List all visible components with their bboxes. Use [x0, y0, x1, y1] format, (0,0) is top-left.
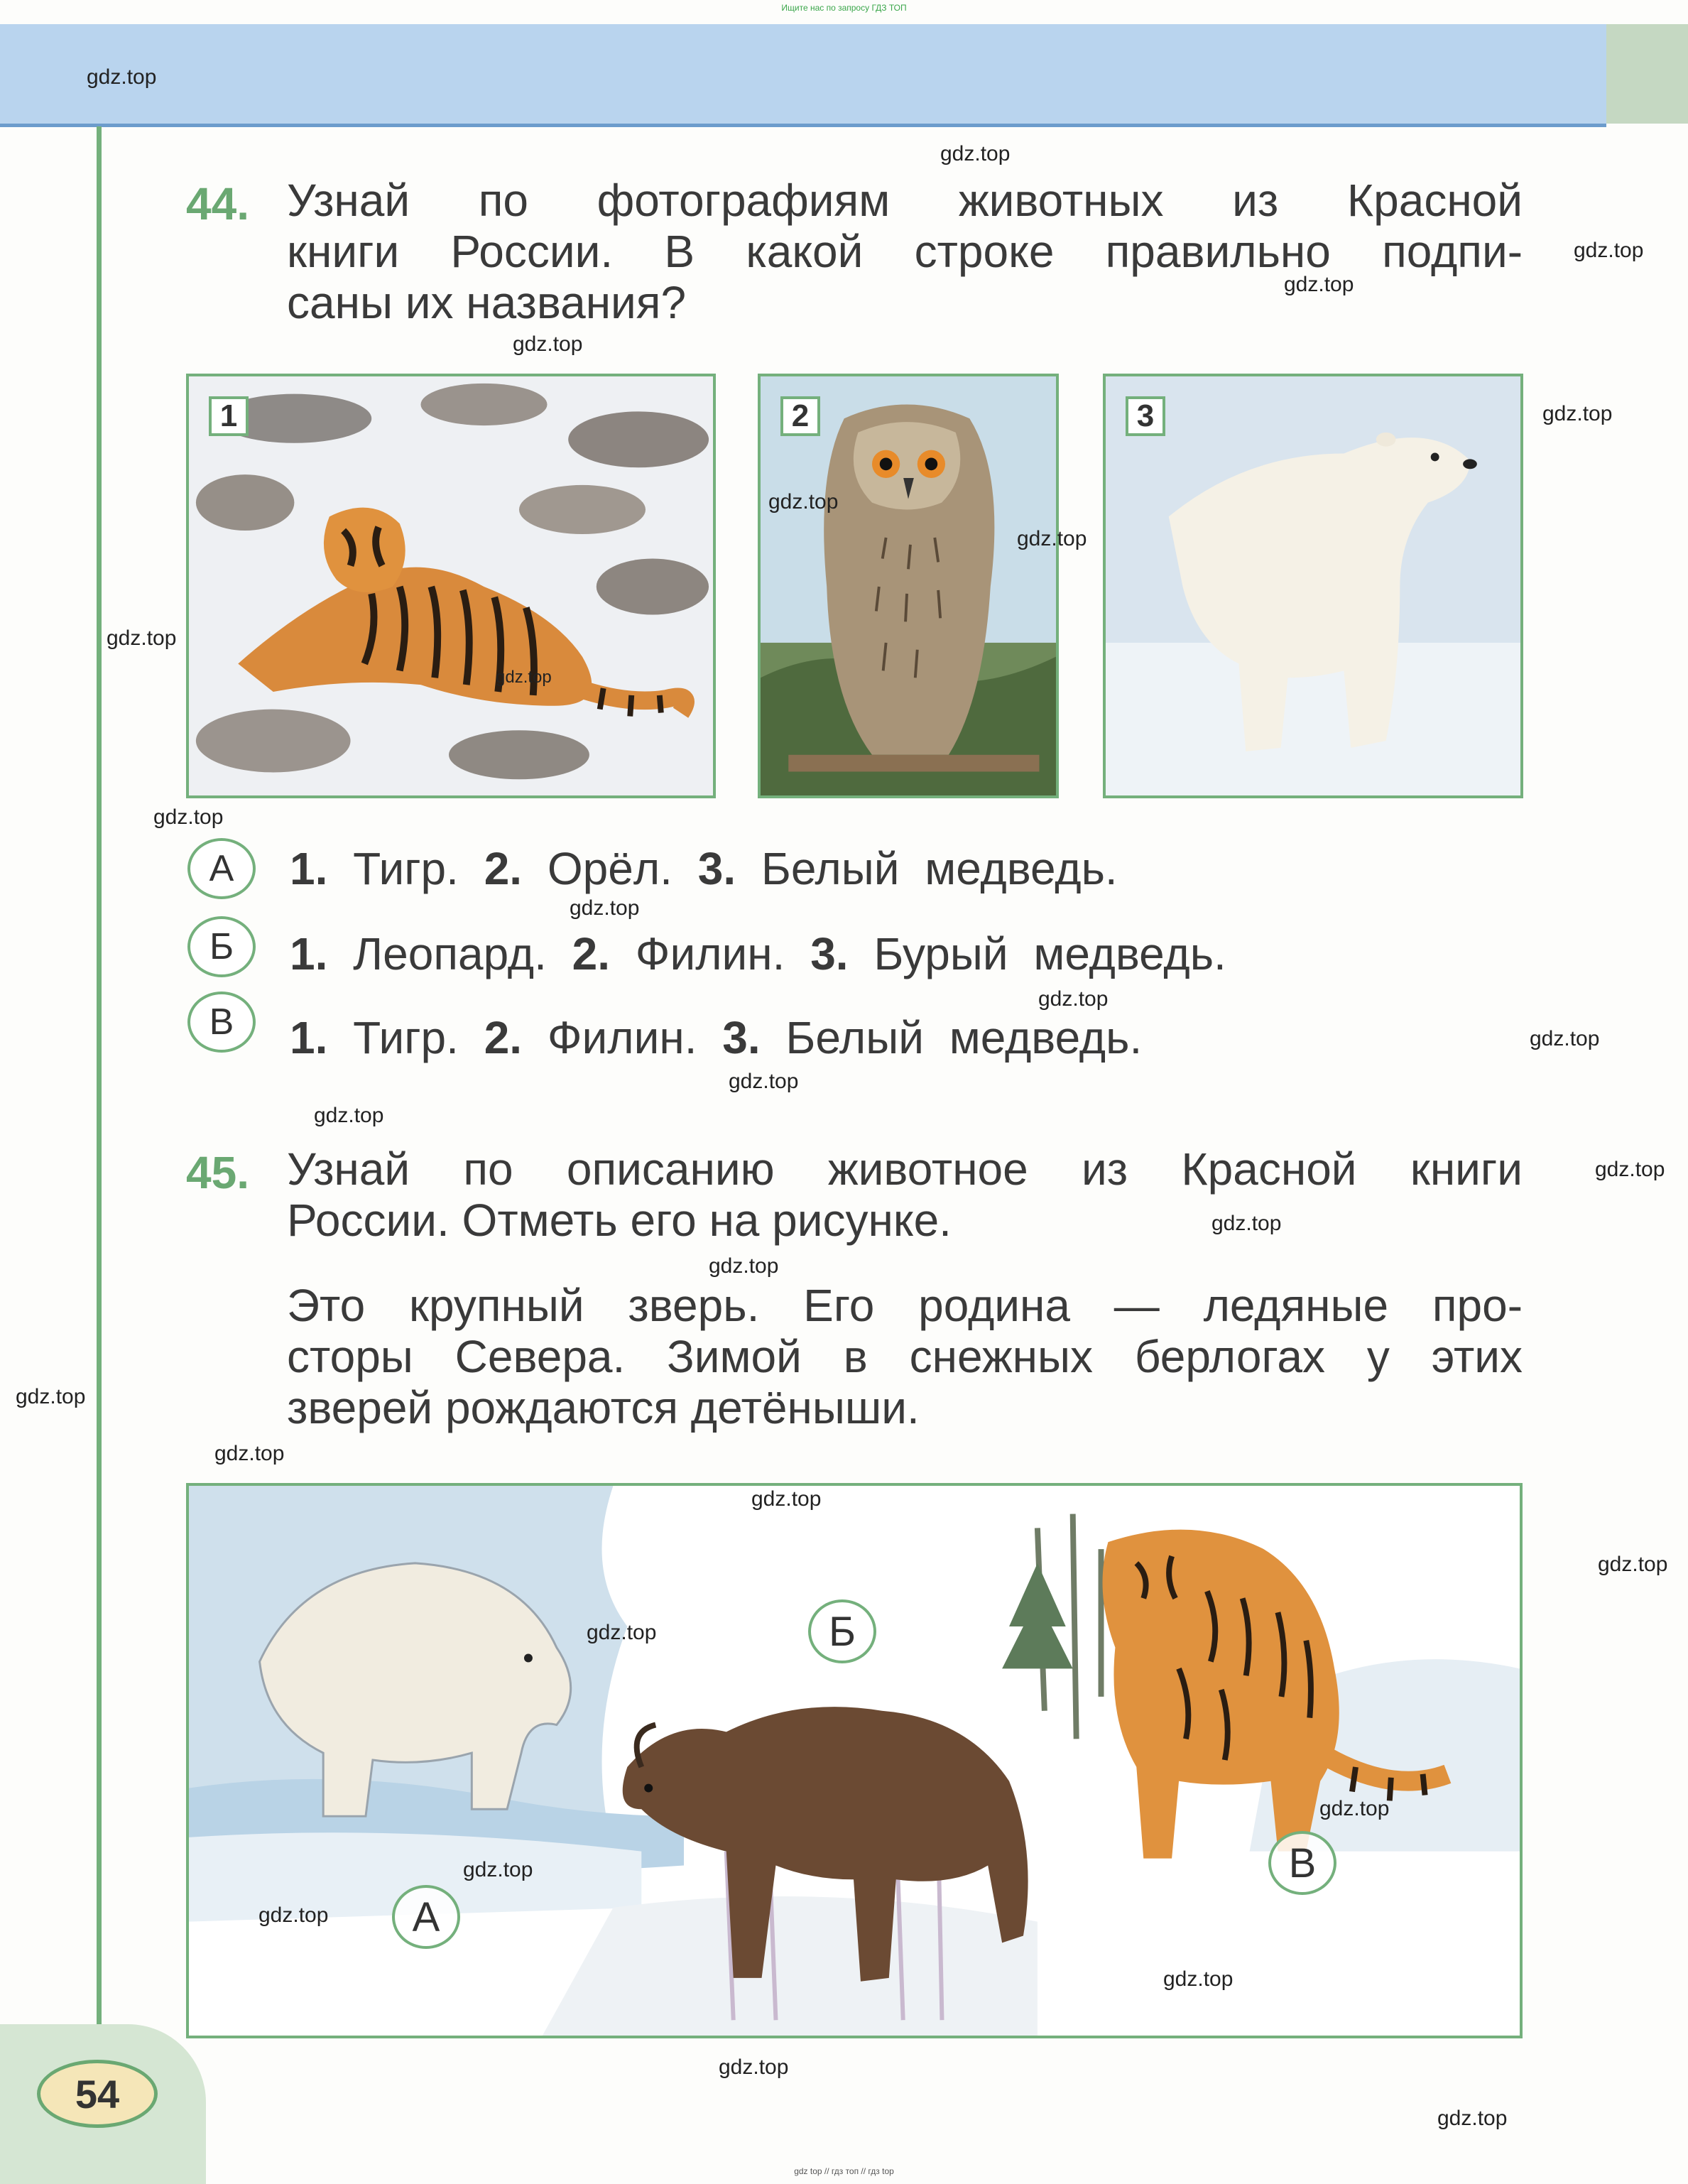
- option-b-circle[interactable]: Б: [187, 916, 256, 977]
- watermark: gdz.top: [214, 1442, 285, 1465]
- option-answer: Бурый медведь.: [873, 928, 1226, 979]
- photo-badge-1: 1: [209, 396, 249, 436]
- scene-label-v[interactable]: В: [1268, 1831, 1336, 1895]
- option-a-text: [290, 842, 1118, 895]
- bottom-note: gdz top // гдз топ // гдз top: [794, 2166, 894, 2176]
- scene-label-a[interactable]: А: [392, 1885, 460, 1949]
- option-answer: Филин.: [635, 928, 785, 979]
- watermark: gdz.top: [709, 1254, 779, 1278]
- photo-polar-bear: [1103, 374, 1523, 798]
- watermark: gdz.top: [16, 1385, 86, 1408]
- watermark: gdz.top: [1017, 527, 1087, 550]
- watermark: gdz.top: [107, 626, 177, 650]
- photo-badge-3: 3: [1126, 396, 1165, 436]
- option-num: 1.: [290, 928, 328, 979]
- q44-line: Узнай по фотографиям животных из Красной: [287, 175, 1523, 226]
- option-a-circle[interactable]: А: [187, 838, 256, 899]
- watermark: gdz.top: [1163, 1967, 1234, 1991]
- option-answer: Тигр.: [353, 1012, 459, 1063]
- watermark: gdz.top: [940, 142, 1011, 165]
- watermark: gdz.top: [496, 668, 552, 687]
- watermark: gdz.top: [153, 805, 224, 829]
- option-answer: Леопард.: [353, 928, 547, 979]
- option-b-text: [290, 928, 1226, 980]
- option-num: 3.: [697, 843, 736, 894]
- q45-line: Узнай по описанию животное из Красной книги: [287, 1143, 1523, 1195]
- margin-line: [97, 126, 102, 2058]
- animals-illustration: [186, 1483, 1523, 2038]
- q45-description: [287, 1280, 1523, 1433]
- header-band: [0, 24, 1606, 127]
- q45-desc-line: сторы Севера. Зимой в снежных берлогах у этих: [287, 1331, 1523, 1382]
- watermark: gdz.top: [314, 1104, 384, 1127]
- q45-desc-line: Это крупный зверь. Его родина — ледяные про-: [287, 1280, 1523, 1331]
- watermark: gdz.top: [1319, 1797, 1390, 1820]
- watermark: gdz.top: [751, 1487, 822, 1511]
- scene-label-b[interactable]: Б: [808, 1599, 876, 1663]
- watermark: gdz.top: [729, 1070, 799, 1093]
- q44-text: [287, 175, 1523, 328]
- q45-line: России. Отметь его на рисунке.: [287, 1195, 952, 1246]
- watermark: gdz.top: [1437, 2107, 1508, 2130]
- option-num: 1.: [290, 843, 328, 894]
- q44-line: саны их названия?: [287, 277, 687, 328]
- photo-owl: [758, 374, 1059, 798]
- watermark: gdz.top: [1038, 987, 1109, 1011]
- q45-number: 45.: [186, 1147, 249, 1198]
- watermark: gdz.top: [513, 332, 583, 356]
- watermark: gdz.top: [719, 2055, 789, 2079]
- watermark: gdz.top: [87, 65, 157, 89]
- q44-line: книги России. В какой строке правильно подпи-: [287, 226, 1523, 277]
- watermark: gdz.top: [1284, 273, 1354, 296]
- option-v-text: [290, 1011, 1142, 1064]
- option-num: 2.: [572, 928, 610, 979]
- watermark: gdz.top: [1211, 1212, 1282, 1235]
- watermark: gdz.top: [768, 490, 839, 514]
- q45-desc-line: зверей рождаются детёныши.: [287, 1382, 920, 1433]
- watermark: gdz.top: [1530, 1027, 1600, 1050]
- watermark: gdz.top: [1542, 402, 1613, 425]
- page-number: 54: [37, 2060, 158, 2128]
- header-band-edge: [1606, 24, 1688, 124]
- top-note: Ищите нас по запросу ГДЗ ТОП: [781, 3, 907, 13]
- option-num: 2.: [484, 1012, 523, 1063]
- option-answer: Белый медведь.: [761, 843, 1118, 894]
- watermark: gdz.top: [1598, 1553, 1668, 1576]
- photo-badge-2: 2: [780, 396, 820, 436]
- option-num: 3.: [722, 1012, 761, 1063]
- q44-number: 44.: [186, 178, 249, 229]
- option-num: 3.: [810, 928, 849, 979]
- watermark: gdz.top: [1574, 239, 1644, 262]
- option-answer: Филин.: [547, 1012, 697, 1063]
- option-num: 2.: [484, 843, 523, 894]
- option-answer: Белый медведь.: [785, 1012, 1143, 1063]
- watermark: gdz.top: [258, 1903, 329, 1927]
- option-answer: Тигр.: [353, 843, 459, 894]
- watermark: gdz.top: [1595, 1158, 1665, 1181]
- watermark: gdz.top: [587, 1621, 657, 1644]
- option-num: 1.: [290, 1012, 328, 1063]
- option-answer: Орёл.: [547, 843, 673, 894]
- option-v-circle[interactable]: В: [187, 992, 256, 1053]
- watermark: gdz.top: [463, 1858, 533, 1881]
- q45-text: [287, 1143, 1523, 1246]
- watermark: gdz.top: [570, 896, 640, 920]
- photo-tiger: [186, 374, 716, 798]
